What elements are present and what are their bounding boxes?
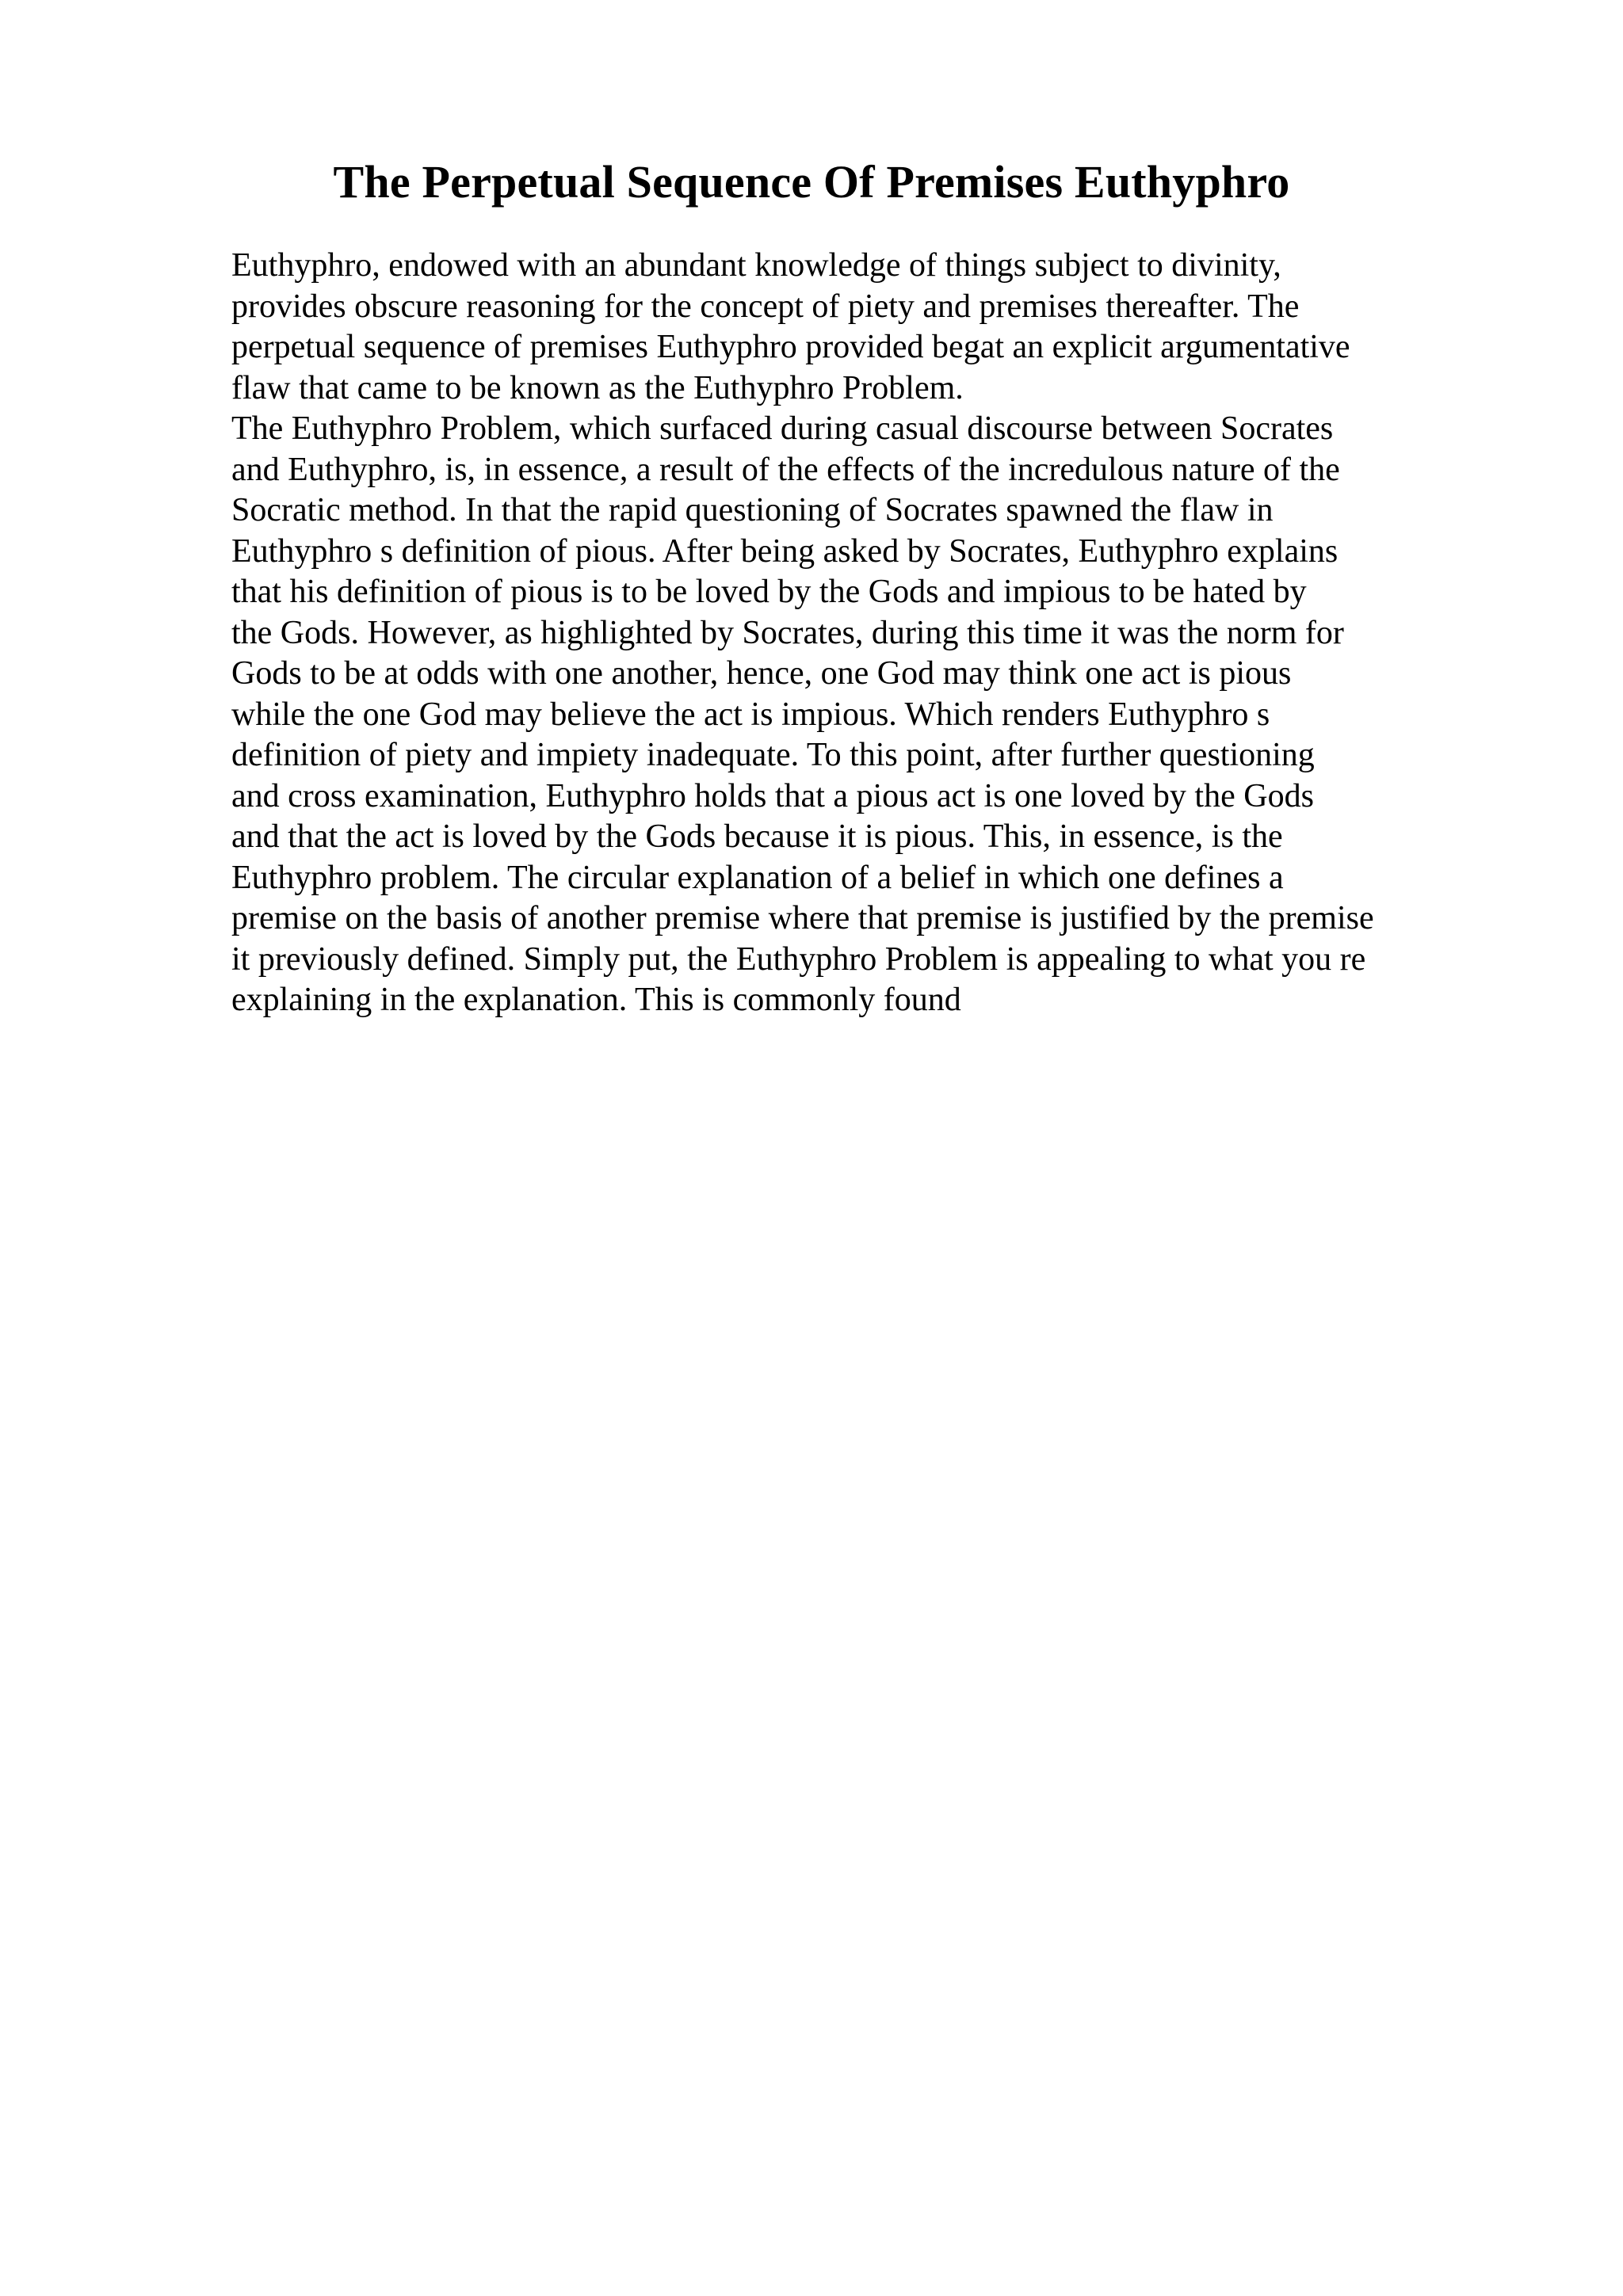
- body-line: Euthyphro s definition of pious. After being asked by Socrates, Euthyphro explains: [231, 532, 1338, 570]
- body-line: Gods to be at odds with one another, hence, one God may think one act is pious: [231, 655, 1292, 692]
- body-line: and Euthyphro, is, in essence, a result of the effects of the incredulous nature of the: [231, 451, 1340, 488]
- page-title: The Perpetual Sequence Of Premises Euthyphro: [333, 156, 1290, 208]
- body-line: while the one God may believe the act is impious. Which renders Euthyphro s: [231, 696, 1270, 733]
- body-line: that his definition of pious is to be loved by the Gods and impious to be hated by: [231, 574, 1307, 610]
- body-line: explaining in the explanation. This is commonly found: [231, 982, 961, 1018]
- body-line: perpetual sequence of premises Euthyphro provided begat an explicit argumentative: [231, 329, 1350, 365]
- body-line: definition of piety and impiety inadequate. To this point, after further questioning: [231, 737, 1315, 773]
- body-line: the Gods. However, as highlighted by Socrates, during this time it was the norm for: [231, 614, 1344, 651]
- body-line: flaw that came to be known as the Euthyphro Problem.: [231, 369, 964, 406]
- body-line: Socratic method. In that the rapid questioning of Socrates spawned the flaw in: [231, 492, 1274, 528]
- body-line: provides obscure reasoning for the concept of piety and premises thereafter. The: [231, 288, 1300, 325]
- body-line: Euthyphro, endowed with an abundant knowledge of things subject to divinity,: [231, 247, 1281, 284]
- body-line: it previously defined. Simply put, the Euthyphro Problem is appealing to what you re: [231, 940, 1366, 978]
- body-line: premise on the basis of another premise where that premise is justified by the premise: [231, 900, 1374, 936]
- body-line: Euthyphro problem. The circular explanation of a belief in which one defines a: [231, 859, 1284, 896]
- body-line: The Euthyphro Problem, which surfaced during casual discourse between Socrates: [231, 410, 1334, 447]
- document-body: [231, 246, 1531, 1021]
- body-line: and cross examination, Euthyphro holds that a pious act is one loved by the Gods: [231, 777, 1314, 814]
- body-line: and that the act is loved by the Gods because it is pious. This, in essence, is the: [231, 818, 1283, 855]
